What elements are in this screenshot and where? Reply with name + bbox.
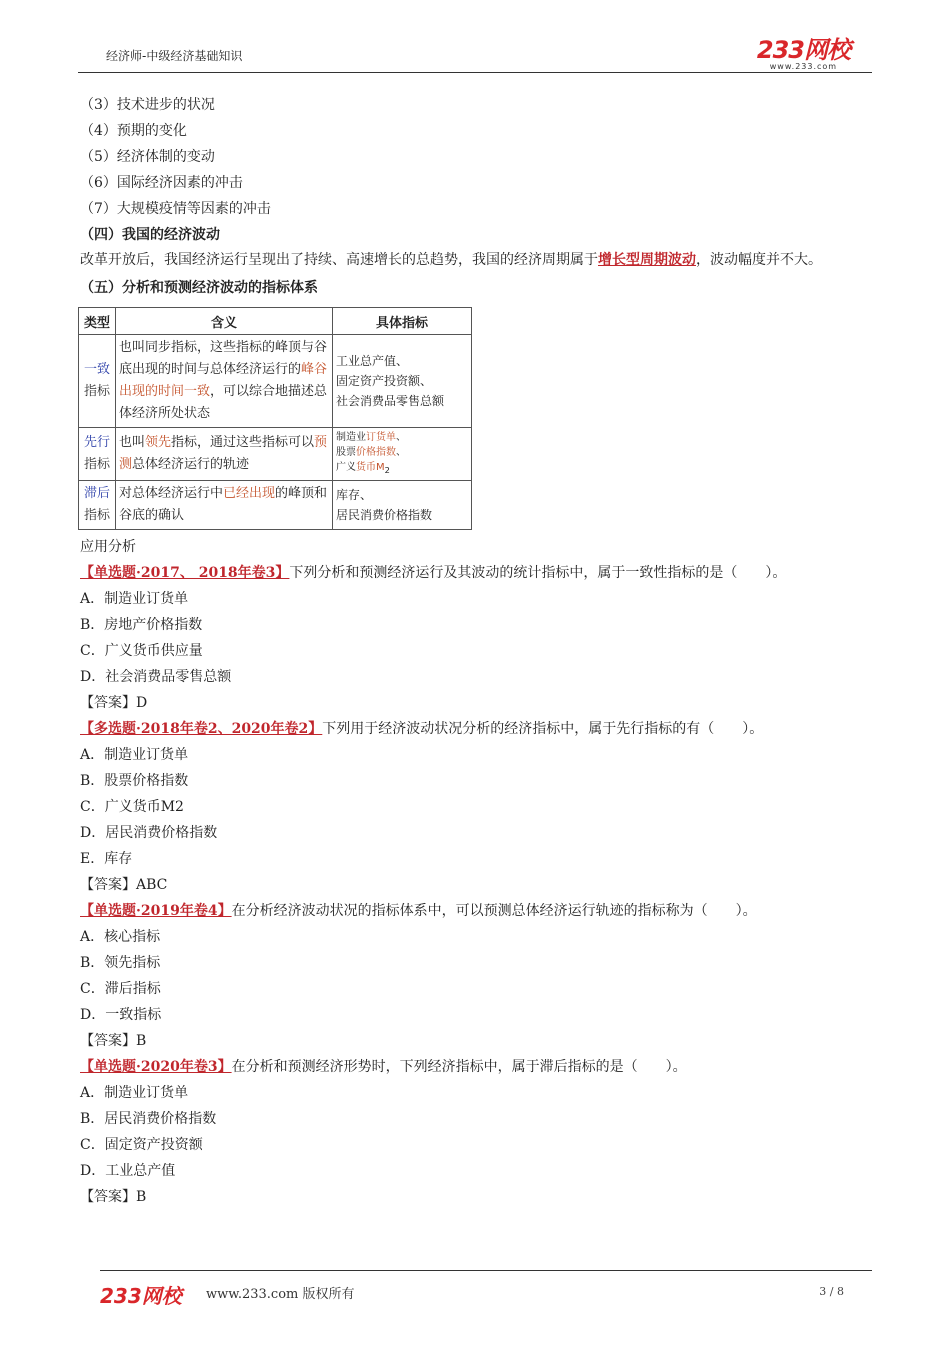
meaning-cell bbox=[116, 335, 333, 428]
spec-item: 库存、 bbox=[336, 488, 373, 502]
type-cell bbox=[79, 428, 116, 481]
option-item: B．股票价格指数 bbox=[80, 773, 189, 789]
list-item: （5）经济体制的变动 bbox=[80, 149, 215, 165]
question-tag: 【多选题·2018年卷2、2020年卷2】 bbox=[80, 721, 323, 737]
spec-highlight: 订货单 bbox=[366, 432, 396, 443]
option-item: B．房地产价格指数 bbox=[80, 617, 203, 633]
table-row bbox=[79, 481, 472, 530]
applied-analysis-label: 应用分析 bbox=[80, 539, 136, 555]
spec-item: 制造业 bbox=[336, 432, 366, 443]
question-tag: 【单选题·2017、 2018年卷3】 bbox=[80, 565, 290, 581]
answer-line: 【答案】B bbox=[80, 1189, 147, 1205]
meaning-highlight: 预测 bbox=[119, 435, 328, 472]
section-4-paragraph bbox=[80, 250, 875, 271]
spec-item: 工业总产值、 bbox=[336, 354, 409, 368]
spec-item: 固定资产投资额、 bbox=[336, 374, 433, 388]
meaning-text: 也叫同步指标，这些指标的峰顶与谷底出现的时间与总体经济运行的 bbox=[119, 340, 328, 377]
list-item: （7）大规模疫情等因素的冲击 bbox=[80, 201, 271, 217]
type-label: 先行 bbox=[83, 435, 110, 450]
option-item: A．制造业订货单 bbox=[80, 591, 189, 607]
header-logo-url: www.233.com bbox=[769, 62, 838, 71]
spec-highlight: 价格指数 bbox=[356, 447, 396, 458]
type-label: 滞后 bbox=[83, 486, 110, 501]
answer-line: 【答案】B bbox=[80, 1033, 147, 1049]
page-header bbox=[78, 38, 872, 76]
type-label: 一致 bbox=[83, 362, 110, 377]
answer-line: 【答案】D bbox=[80, 695, 148, 711]
section-heading-4: （四）我国的经济波动 bbox=[80, 227, 220, 243]
meaning-text: 总体经济运行的轨迹 bbox=[132, 457, 250, 472]
spec-highlight: 货币M bbox=[356, 462, 385, 473]
question-text: 在分析经济波动状况的指标体系中，可以预测总体经济运行轨迹的指标称为（ ）。 bbox=[231, 903, 757, 919]
spec-item: 股票 bbox=[336, 447, 356, 458]
meaning-text: 也叫 bbox=[119, 435, 146, 450]
para-text-end: ，波动幅度并不大。 bbox=[696, 252, 822, 268]
option-item: C．广义货币供应量 bbox=[80, 643, 203, 659]
spec-subscript: 2 bbox=[384, 465, 390, 475]
spec-item: 社会消费品零售总额 bbox=[336, 394, 445, 408]
spec-item: 居民消费价格指数 bbox=[336, 508, 433, 522]
question-tag: 【单选题·2019年卷4】 bbox=[80, 903, 232, 919]
spec-cell bbox=[333, 481, 472, 530]
spec-item: 广义 bbox=[336, 462, 356, 473]
option-item: D．工业总产值 bbox=[80, 1163, 176, 1179]
question-text: 下列分析和预测经济运行及其波动的统计指标中，属于一致性指标的是（ ）。 bbox=[289, 565, 787, 581]
meaning-highlight: 已经出现 bbox=[223, 486, 276, 501]
question-stem bbox=[80, 560, 880, 586]
meaning-text: 对总体经济运行中 bbox=[119, 486, 224, 501]
list-item: （6）国际经济因素的冲击 bbox=[80, 175, 243, 191]
table-header-cell: 类型 bbox=[79, 308, 116, 335]
option-item: D．一致指标 bbox=[80, 1007, 162, 1023]
footer-divider bbox=[100, 1270, 872, 1271]
spec-cell bbox=[333, 335, 472, 428]
meaning-highlight: 峰谷出现的时间一致 bbox=[119, 362, 328, 399]
header-logo bbox=[757, 38, 850, 72]
meaning-cell bbox=[116, 428, 333, 481]
option-item: A．核心指标 bbox=[80, 929, 161, 945]
option-item: D．社会消费品零售总额 bbox=[80, 669, 232, 685]
question-text: 在分析和预测经济形势时，下列经济指标中，属于滞后指标的是（ ）。 bbox=[231, 1059, 687, 1075]
spec-cell bbox=[333, 428, 472, 481]
meaning-cell bbox=[116, 481, 333, 530]
question-stem bbox=[80, 898, 880, 924]
meaning-text: 指标，通过这些指标可以 bbox=[171, 435, 315, 450]
spec-punct: 、 bbox=[396, 447, 406, 458]
header-title: 经济师-中级经济基础知识 bbox=[106, 49, 243, 63]
option-item: D．居民消费价格指数 bbox=[80, 825, 218, 841]
header-divider bbox=[78, 72, 872, 73]
type-suffix: 指标 bbox=[83, 384, 110, 399]
header-logo-text: 233网校 bbox=[756, 36, 850, 64]
meaning-text: 的峰顶和谷底的确认 bbox=[119, 486, 328, 523]
option-item: E．库存 bbox=[80, 851, 133, 867]
page-content bbox=[80, 92, 880, 1210]
footer-logo: 233网校 bbox=[100, 1284, 182, 1308]
para-text: 改革开放后，我国经济运行呈现出了持续、高速增长的总趋势，我国的经济周期属于 bbox=[80, 252, 598, 268]
table-row bbox=[79, 335, 472, 428]
spec-punct: 、 bbox=[396, 432, 406, 443]
section-heading-5: （五）分析和预测经济波动的指标体系 bbox=[80, 280, 318, 296]
question-stem bbox=[80, 1054, 880, 1080]
meaning-highlight: 领先 bbox=[145, 435, 172, 450]
option-item: B．居民消费价格指数 bbox=[80, 1111, 217, 1127]
question-tag: 【单选题·2020年卷3】 bbox=[80, 1059, 232, 1075]
option-item: C．滞后指标 bbox=[80, 981, 161, 997]
table-row bbox=[79, 428, 472, 481]
option-item: C．固定资产投资额 bbox=[80, 1137, 203, 1153]
table-header-cell: 含义 bbox=[116, 308, 333, 335]
question-stem bbox=[80, 716, 880, 742]
meaning-text: ，可以综合地描述总体经济所处状态 bbox=[119, 384, 328, 421]
type-suffix: 指标 bbox=[83, 508, 110, 523]
option-item: A．制造业订货单 bbox=[80, 1085, 189, 1101]
page-number: 3 / 8 bbox=[819, 1285, 844, 1298]
type-cell bbox=[79, 481, 116, 530]
footer-copyright: www.233.com 版权所有 bbox=[206, 1287, 355, 1302]
table-header-row bbox=[79, 308, 472, 335]
type-suffix: 指标 bbox=[83, 457, 110, 472]
answer-line: 【答案】ABC bbox=[80, 877, 168, 893]
indicator-table bbox=[78, 307, 472, 530]
para-highlight: 增长型周期波动 bbox=[598, 252, 696, 268]
list-item: （3）技术进步的状况 bbox=[80, 97, 215, 113]
table-header-cell: 具体指标 bbox=[333, 308, 472, 335]
type-cell bbox=[79, 335, 116, 428]
option-item: B．领先指标 bbox=[80, 955, 161, 971]
option-item: C．广义货币M2 bbox=[80, 799, 184, 815]
list-item: （4）预期的变化 bbox=[80, 123, 187, 139]
question-text: 下列用于经济波动状况分析的经济指标中，属于先行指标的有（ ）。 bbox=[322, 721, 764, 737]
option-item: A．制造业订货单 bbox=[80, 747, 189, 763]
